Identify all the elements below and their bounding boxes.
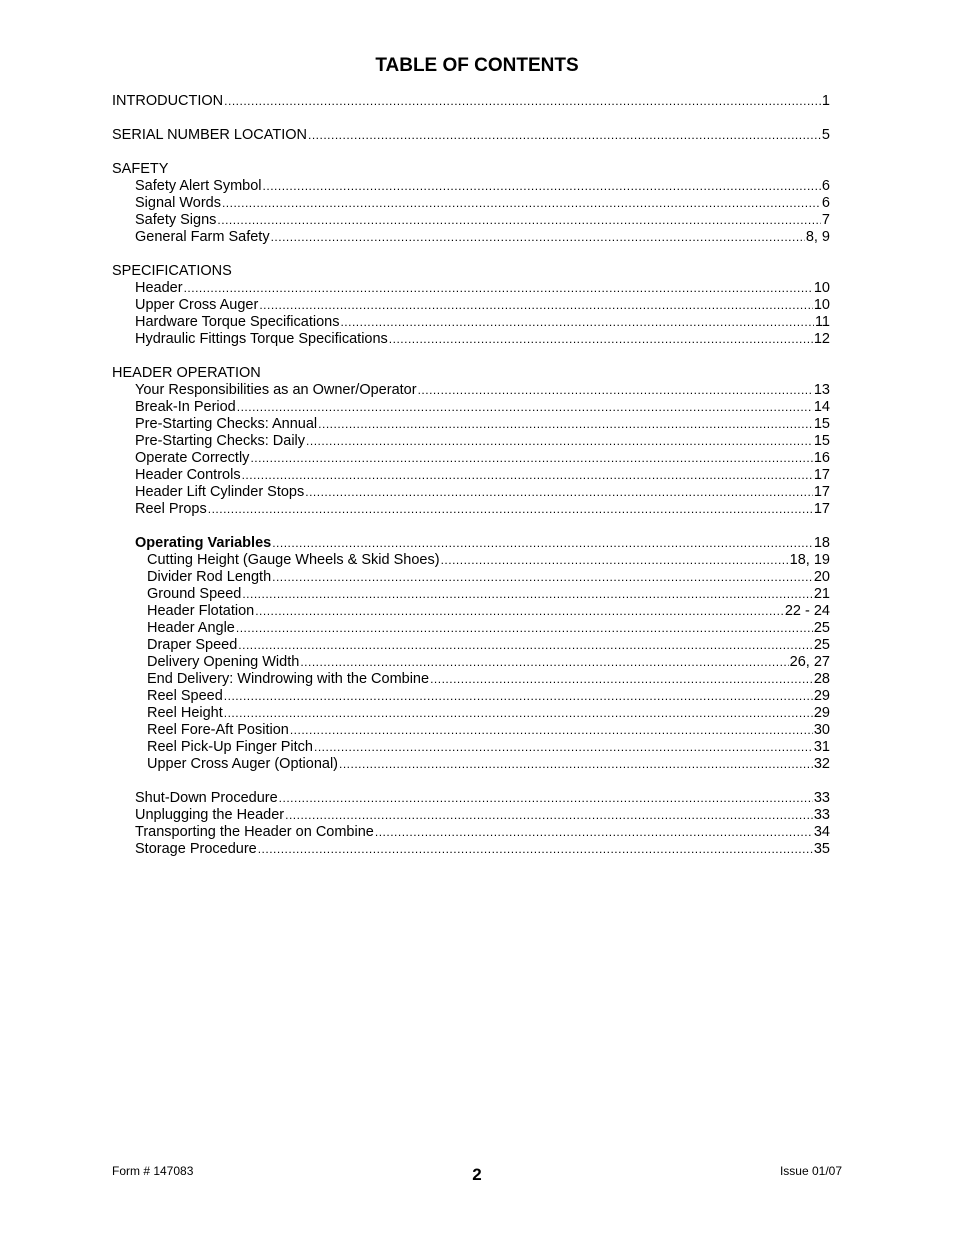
toc-entry-label: Reel Fore-Aft Position <box>147 722 289 738</box>
toc-entry-label: Divider Rod Length <box>147 569 272 585</box>
toc-entry <box>112 195 830 212</box>
dot-leader <box>258 841 813 858</box>
toc-entry-page: 8, 9 <box>805 229 830 245</box>
dot-leader <box>305 484 813 501</box>
toc-entry <box>112 484 830 501</box>
toc-entry-label: Draper Speed <box>147 637 238 653</box>
dot-leader <box>272 569 813 586</box>
toc-entry-page: 5 <box>821 127 830 143</box>
page-number: 2 <box>472 1165 482 1184</box>
toc-entry-label: Reel Height <box>147 705 223 721</box>
dot-leader <box>184 280 813 297</box>
toc-entry <box>112 824 830 841</box>
toc-entry <box>112 807 830 824</box>
dot-leader <box>271 229 805 246</box>
toc-entry-label: Reel Props <box>135 501 207 517</box>
toc-entry-page: 11 <box>814 314 830 330</box>
toc-entry-page: 30 <box>813 722 830 738</box>
dot-leader <box>224 93 821 110</box>
toc-entry <box>112 314 830 331</box>
toc-entry <box>112 756 830 773</box>
toc-entry-label: HEADER OPERATION <box>112 365 261 381</box>
toc-entry-page: 16 <box>813 450 830 466</box>
toc-entry-page: 13 <box>813 382 830 398</box>
toc-section-heading <box>112 365 830 382</box>
toc-entry-label: SERIAL NUMBER LOCATION <box>112 127 307 143</box>
toc-entry-page: 15 <box>813 433 830 449</box>
dot-leader <box>314 739 813 756</box>
toc-entry-page: 32 <box>813 756 830 772</box>
toc-entry-label: Operating Variables <box>135 535 272 551</box>
toc-entry-label: INTRODUCTION <box>112 93 224 109</box>
toc-entry-label: Shut-Down Procedure <box>135 790 278 806</box>
toc-entry-label: SPECIFICATIONS <box>112 263 232 279</box>
dot-leader <box>222 195 821 212</box>
toc-entry-page: 18 <box>813 535 830 551</box>
toc-entry-label: Header <box>135 280 183 296</box>
toc-entry-page: 18, 19 <box>789 552 830 568</box>
page-title: TABLE OF CONTENTS <box>375 55 579 76</box>
toc-entry-label: Storage Procedure <box>135 841 257 857</box>
dot-leader <box>217 212 821 229</box>
toc-entry-label: Reel Speed <box>147 688 223 704</box>
toc-entry <box>112 654 830 671</box>
toc-entry-label: Header Flotation <box>147 603 255 619</box>
toc-entry-page: 35 <box>813 841 830 857</box>
toc-entry <box>112 705 830 722</box>
toc-entry <box>112 280 830 297</box>
toc-entry-label: Operate Correctly <box>135 450 250 466</box>
toc-entry <box>112 535 830 552</box>
toc-entry <box>112 212 830 229</box>
dot-leader <box>430 671 813 688</box>
dot-leader <box>290 722 813 739</box>
issue-date: Issue 01/07 <box>779 1164 842 1178</box>
toc-entry <box>112 416 830 433</box>
toc-entry <box>112 688 830 705</box>
toc-entry <box>112 671 830 688</box>
toc-entry-page: 25 <box>813 637 830 653</box>
toc-entry-page: 6 <box>821 195 830 211</box>
dot-leader <box>224 688 813 705</box>
toc-entry-page: 15 <box>813 416 830 432</box>
toc-entry-page: 22 - 24 <box>784 603 830 619</box>
dot-leader <box>250 450 812 467</box>
toc-entry <box>112 178 830 195</box>
toc-entry <box>112 586 830 603</box>
dot-leader <box>279 790 813 807</box>
toc-entry-page: 34 <box>813 824 830 840</box>
dot-leader <box>242 467 813 484</box>
dot-leader <box>259 297 813 314</box>
toc-entry-label: Break-In Period <box>135 399 236 415</box>
toc-entry-page: 26, 27 <box>789 654 830 670</box>
toc-entry-page: 33 <box>813 790 830 806</box>
dot-leader <box>224 705 813 722</box>
toc-entry <box>112 399 830 416</box>
dot-leader <box>318 416 813 433</box>
toc-entry-page: 28 <box>813 671 830 687</box>
dot-leader <box>238 637 813 654</box>
dot-leader <box>263 178 821 195</box>
toc-entry-page: 21 <box>813 586 830 602</box>
toc-entry <box>112 569 830 586</box>
toc-entry-page: 31 <box>813 739 830 755</box>
toc-entry-label: Transporting the Header on Combine <box>135 824 374 840</box>
dot-leader <box>441 552 789 569</box>
toc-entry <box>112 552 830 569</box>
toc-entry-label: Delivery Opening Width <box>147 654 300 670</box>
toc-entry-label: Header Controls <box>135 467 241 483</box>
toc-entry <box>112 603 830 620</box>
form-number: Form # 147083 <box>112 1164 194 1178</box>
dot-leader <box>272 535 813 552</box>
toc-entry-label: Pre-Starting Checks: Annual <box>135 416 318 432</box>
toc-entry-label: Signal Words <box>135 195 221 211</box>
toc-entry <box>112 467 830 484</box>
toc-section-heading <box>112 161 830 178</box>
toc-entry-page: 1 <box>821 93 830 109</box>
toc-entry-label: Unplugging the Header <box>135 807 285 823</box>
toc-entry-label: Ground Speed <box>147 586 242 602</box>
table-of-contents <box>112 93 830 858</box>
toc-entry-page: 20 <box>813 569 830 585</box>
toc-entry-label: SAFETY <box>112 161 169 177</box>
toc-entry-label: Hydraulic Fittings Torque Specifications <box>135 331 388 347</box>
toc-entry <box>112 93 830 110</box>
toc-entry <box>112 501 830 518</box>
toc-entry-page: 29 <box>813 705 830 721</box>
toc-entry <box>112 722 830 739</box>
dot-leader <box>242 586 813 603</box>
toc-entry-page: 7 <box>821 212 830 228</box>
toc-entry-label: End Delivery: Windrowing with the Combine <box>147 671 430 687</box>
dot-leader <box>285 807 813 824</box>
toc-entry-label: Header Lift Cylinder Stops <box>135 484 305 500</box>
toc-entry-label: Hardware Torque Specifications <box>135 314 340 330</box>
toc-entry <box>112 297 830 314</box>
toc-entry <box>112 127 830 144</box>
toc-entry-page: 17 <box>813 501 830 517</box>
dot-leader <box>340 314 813 331</box>
toc-entry-label: Reel Pick-Up Finger Pitch <box>147 739 313 755</box>
toc-entry-page: 10 <box>813 297 830 313</box>
toc-entry-label: Your Responsibilities as an Owner/Operator <box>135 382 417 398</box>
toc-entry <box>112 433 830 450</box>
dot-leader <box>255 603 784 620</box>
toc-entry <box>112 620 830 637</box>
toc-entry <box>112 450 830 467</box>
toc-entry <box>112 790 830 807</box>
toc-entry <box>112 382 830 399</box>
dot-leader <box>236 620 813 637</box>
toc-entry-label: Safety Alert Symbol <box>135 178 262 194</box>
toc-entry-label: Upper Cross Auger (Optional) <box>147 756 338 772</box>
dot-leader <box>308 127 821 144</box>
toc-entry-page: 29 <box>813 688 830 704</box>
dot-leader <box>300 654 788 671</box>
toc-entry <box>112 739 830 756</box>
dot-leader <box>306 433 813 450</box>
toc-entry-label: Pre-Starting Checks: Daily <box>135 433 306 449</box>
toc-entry-page: 10 <box>813 280 830 296</box>
toc-entry-page: 33 <box>813 807 830 823</box>
toc-entry-page: 14 <box>813 399 830 415</box>
dot-leader <box>339 756 813 773</box>
toc-entry-label: General Farm Safety <box>135 229 270 245</box>
toc-entry-page: 12 <box>813 331 830 347</box>
toc-entry <box>112 637 830 654</box>
toc-section-heading <box>112 263 830 280</box>
toc-entry <box>112 229 830 246</box>
toc-entry-label: Cutting Height (Gauge Wheels & Skid Shoes) <box>147 552 440 568</box>
toc-entry-label: Upper Cross Auger <box>135 297 259 313</box>
toc-entry <box>112 331 830 348</box>
dot-leader <box>208 501 813 518</box>
toc-entry-label: Safety Signs <box>135 212 217 228</box>
toc-entry-page: 17 <box>813 484 830 500</box>
toc-entry-label: Header Angle <box>147 620 235 636</box>
dot-leader <box>418 382 813 399</box>
toc-entry-page: 6 <box>821 178 830 194</box>
dot-leader <box>237 399 813 416</box>
dot-leader <box>389 331 813 348</box>
toc-entry-page: 17 <box>813 467 830 483</box>
toc-entry <box>112 841 830 858</box>
dot-leader <box>375 824 813 841</box>
toc-entry-page: 25 <box>813 620 830 636</box>
